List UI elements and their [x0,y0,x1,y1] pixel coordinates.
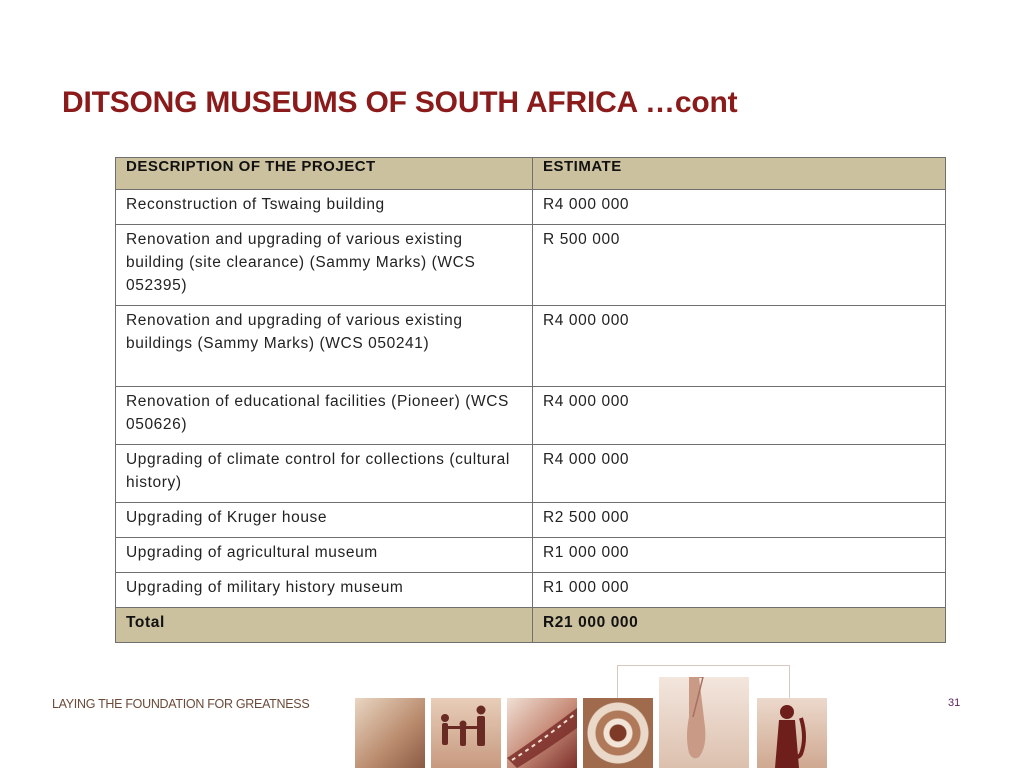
slide-title: DITSONG MUSEUMS OF SOUTH AFRICA …cont [62,86,738,119]
film-strip-photo [507,698,577,768]
table-header-row [116,158,946,190]
table-row [116,538,946,573]
table-row [116,190,946,225]
saxophone-player-icon [757,698,827,768]
project-description: Renovation and upgrading of various existing buildings (Sammy Marks) (WCS 050241) [116,306,533,387]
project-estimate: R4 000 000 [533,306,946,387]
project-estimate: R 500 000 [533,225,946,306]
project-estimate-table [115,157,946,643]
table-row [116,387,946,445]
family-silhouette-icon [431,698,501,768]
total-label: Total [116,608,533,643]
braille-hands-photo [355,698,425,768]
project-estimate: R1 000 000 [533,538,946,573]
project-description: Upgrading of climate control for collections (cultural history) [116,445,533,503]
project-estimate: R4 000 000 [533,445,946,503]
project-estimate: R2 500 000 [533,503,946,538]
project-estimate: R4 000 000 [533,190,946,225]
table-row [116,306,946,387]
ballet-shoes-photo [659,677,749,768]
table-row [116,445,946,503]
film-strip-icon [507,698,577,768]
project-description: Upgrading of agricultural museum [116,538,533,573]
project-description: Upgrading of military history museum [116,573,533,608]
footer-tagline: LAYING THE FOUNDATION FOR GREATNESS [52,697,310,711]
woven-basket-photo [583,698,653,768]
project-estimate: R4 000 000 [533,387,946,445]
page-number: 31 [948,697,961,709]
column-header-description: DESCRIPTION OF THE PROJECT [116,158,533,190]
total-estimate: R21 000 000 [533,608,946,643]
project-description: Reconstruction of Tswaing building [116,190,533,225]
project-description: Renovation of educational facilities (Pioneer) (WCS 050626) [116,387,533,445]
table-row [116,573,946,608]
table-row [116,225,946,306]
table-total-row [116,608,946,643]
family-silhouette-photo [431,698,501,768]
saxophone-player-photo [757,698,827,768]
project-description: Upgrading of Kruger house [116,503,533,538]
project-estimate: R1 000 000 [533,573,946,608]
project-description: Renovation and upgrading of various existing building (site clearance) (Sammy Marks) (WCS 052395) [116,225,533,306]
column-header-estimate: ESTIMATE [533,158,946,190]
ballet-shoes-icon [659,677,749,768]
table-row [116,503,946,538]
